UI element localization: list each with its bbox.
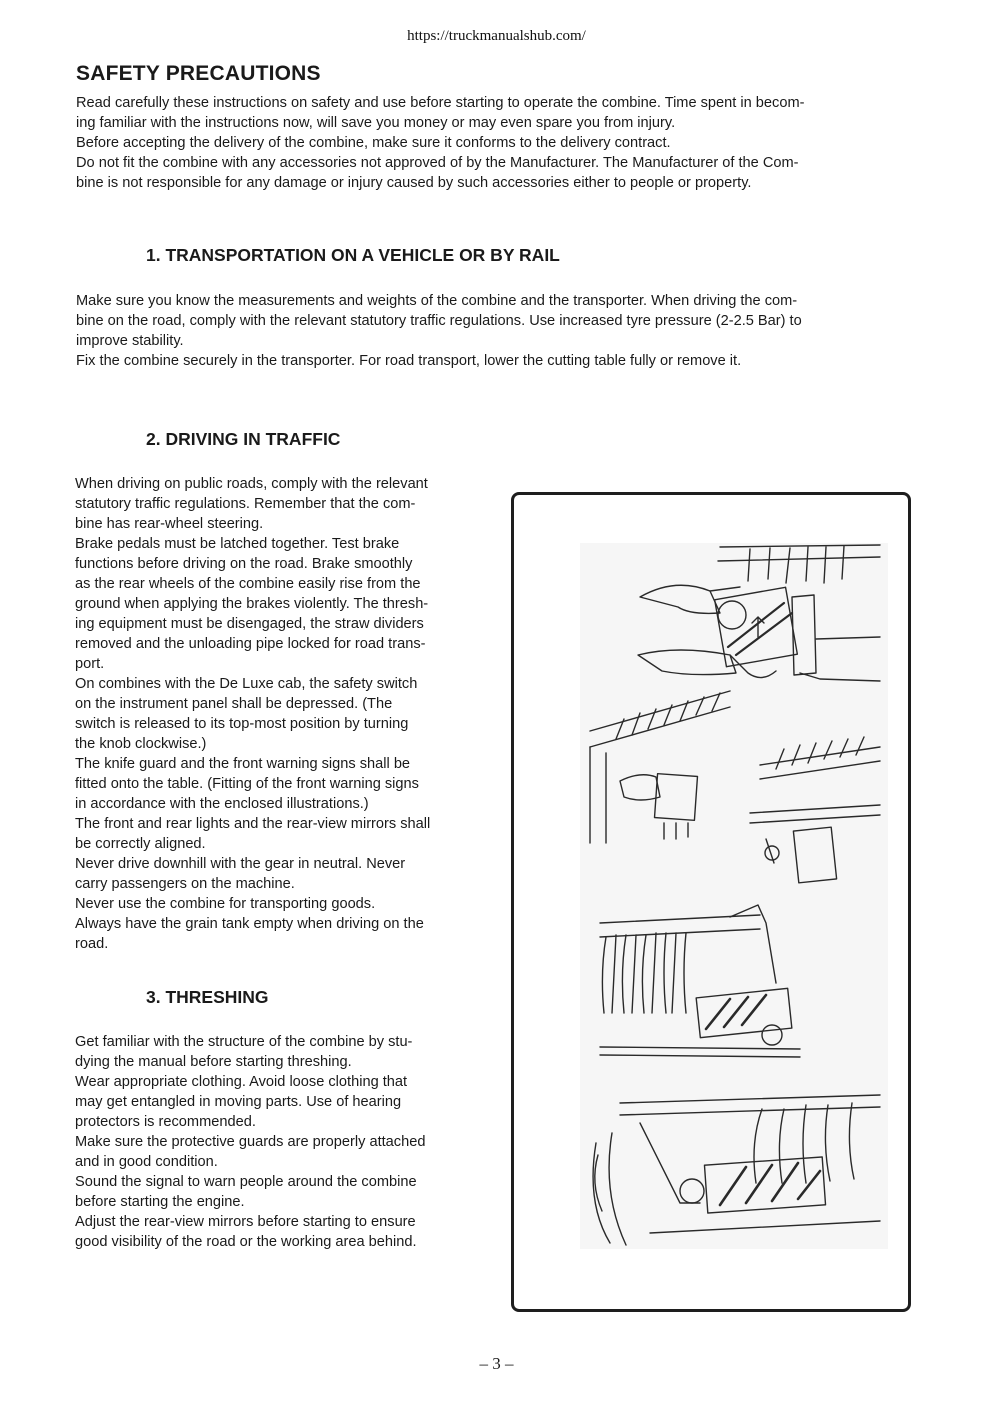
text-line: on the instrument panel shall be depressed. (The <box>75 696 393 712</box>
text-line: statutory traffic regulations. Remember that the com- <box>75 496 416 512</box>
text-line: fitted onto the table. (Fitting of the front warning signs <box>75 776 419 792</box>
text-line: and in good condition. <box>75 1154 218 1170</box>
threshing-paragraph <box>75 1032 425 1252</box>
transportation-paragraph <box>76 291 802 371</box>
text-line: Fix the combine securely in the transporter. For road transport, lower the cutting table fully or remove it. <box>76 353 742 369</box>
text-line: bine has rear-wheel steering. <box>75 516 264 532</box>
text-line: protectors is recommended. <box>75 1114 256 1130</box>
text-line: road. <box>75 936 109 952</box>
text-line: port. <box>75 656 105 672</box>
text-line: Brake pedals must be latched together. Test brake <box>75 536 400 552</box>
section-heading-threshing: 3. THRESHING <box>146 987 269 1007</box>
illustration-frame <box>511 492 911 1312</box>
text-line: The knife guard and the front warning signs shall be <box>75 756 411 772</box>
source-url: https://truckmanualshub.com/ <box>407 28 586 44</box>
text-line: ground when applying the brakes violently. The thresh- <box>75 596 429 612</box>
warning-sign-fitting-illustration <box>580 543 888 1249</box>
text-line: before starting the engine. <box>75 1194 245 1210</box>
text-line: On combines with the De Luxe cab, the safety switch <box>75 676 418 692</box>
text-line: improve stability. <box>76 333 184 349</box>
section-heading-transportation: 1. TRANSPORTATION ON A VEHICLE OR BY RAIL <box>146 245 560 265</box>
text-line: Adjust the rear-view mirrors before starting to ensure <box>75 1214 416 1230</box>
text-line: carry passengers on the machine. <box>75 876 295 892</box>
text-line: functions before driving on the road. Brake smoothly <box>75 556 413 572</box>
text-line: be correctly aligned. <box>75 836 206 852</box>
text-line: Do not fit the combine with any accessories not approved of by the Manufacturer. The Manufacturer of the Com- <box>76 155 799 171</box>
text-line: may get entangled in moving parts. Use of hearing <box>75 1094 402 1110</box>
text-line: bine on the road, comply with the relevant statutory traffic regulations. Use increased tyre pressure (2-2.5 Bar) to <box>76 313 802 329</box>
text-line: Make sure the protective guards are properly attached <box>75 1134 426 1150</box>
text-line: in accordance with the enclosed illustrations.) <box>75 796 369 812</box>
text-line: Read carefully these instructions on safety and use before starting to operate the combine. Time spent in becom- <box>76 95 805 111</box>
text-line: Make sure you know the measurements and weights of the combine and the transporter. When driving the com- <box>76 293 798 309</box>
text-line: Never drive downhill with the gear in neutral. Never <box>75 856 406 872</box>
intro-paragraph <box>76 93 804 193</box>
text-line: ing familiar with the instructions now, will save you money or may even spare you from injury. <box>76 115 676 131</box>
section-heading-driving: 2. DRIVING IN TRAFFIC <box>146 429 341 449</box>
text-line: good visibility of the road or the working area behind. <box>75 1234 417 1250</box>
text-line: the knob clockwise.) <box>75 736 207 752</box>
text-line: Never use the combine for transporting goods. <box>75 896 376 912</box>
text-line: bine is not responsible for any damage or injury caused by such accessories either to people or property. <box>76 175 752 191</box>
text-line: dying the manual before starting threshing. <box>75 1054 352 1070</box>
driving-paragraph <box>75 474 430 954</box>
text-line: The front and rear lights and the rear-view mirrors shall <box>75 816 431 832</box>
text-line: ing equipment must be disengaged, the straw dividers <box>75 616 424 632</box>
text-line: switch is released to its top-most position by turning <box>75 716 409 732</box>
text-line: When driving on public roads, comply with the relevant <box>75 476 428 492</box>
text-line: Always have the grain tank empty when driving on the <box>75 916 424 932</box>
text-line: Before accepting the delivery of the combine, make sure it conforms to the delivery contract. <box>76 135 671 151</box>
text-line: Get familiar with the structure of the combine by stu- <box>75 1034 413 1050</box>
text-line: Sound the signal to warn people around the combine <box>75 1174 417 1190</box>
page-title: SAFETY PRECAUTIONS <box>76 62 321 85</box>
text-line: Wear appropriate clothing. Avoid loose clothing that <box>75 1074 408 1090</box>
text-line: as the rear wheels of the combine easily rise from the <box>75 576 421 592</box>
text-line: removed and the unloading pipe locked for road trans- <box>75 636 426 652</box>
page-number: – 3 – <box>479 1354 514 1373</box>
